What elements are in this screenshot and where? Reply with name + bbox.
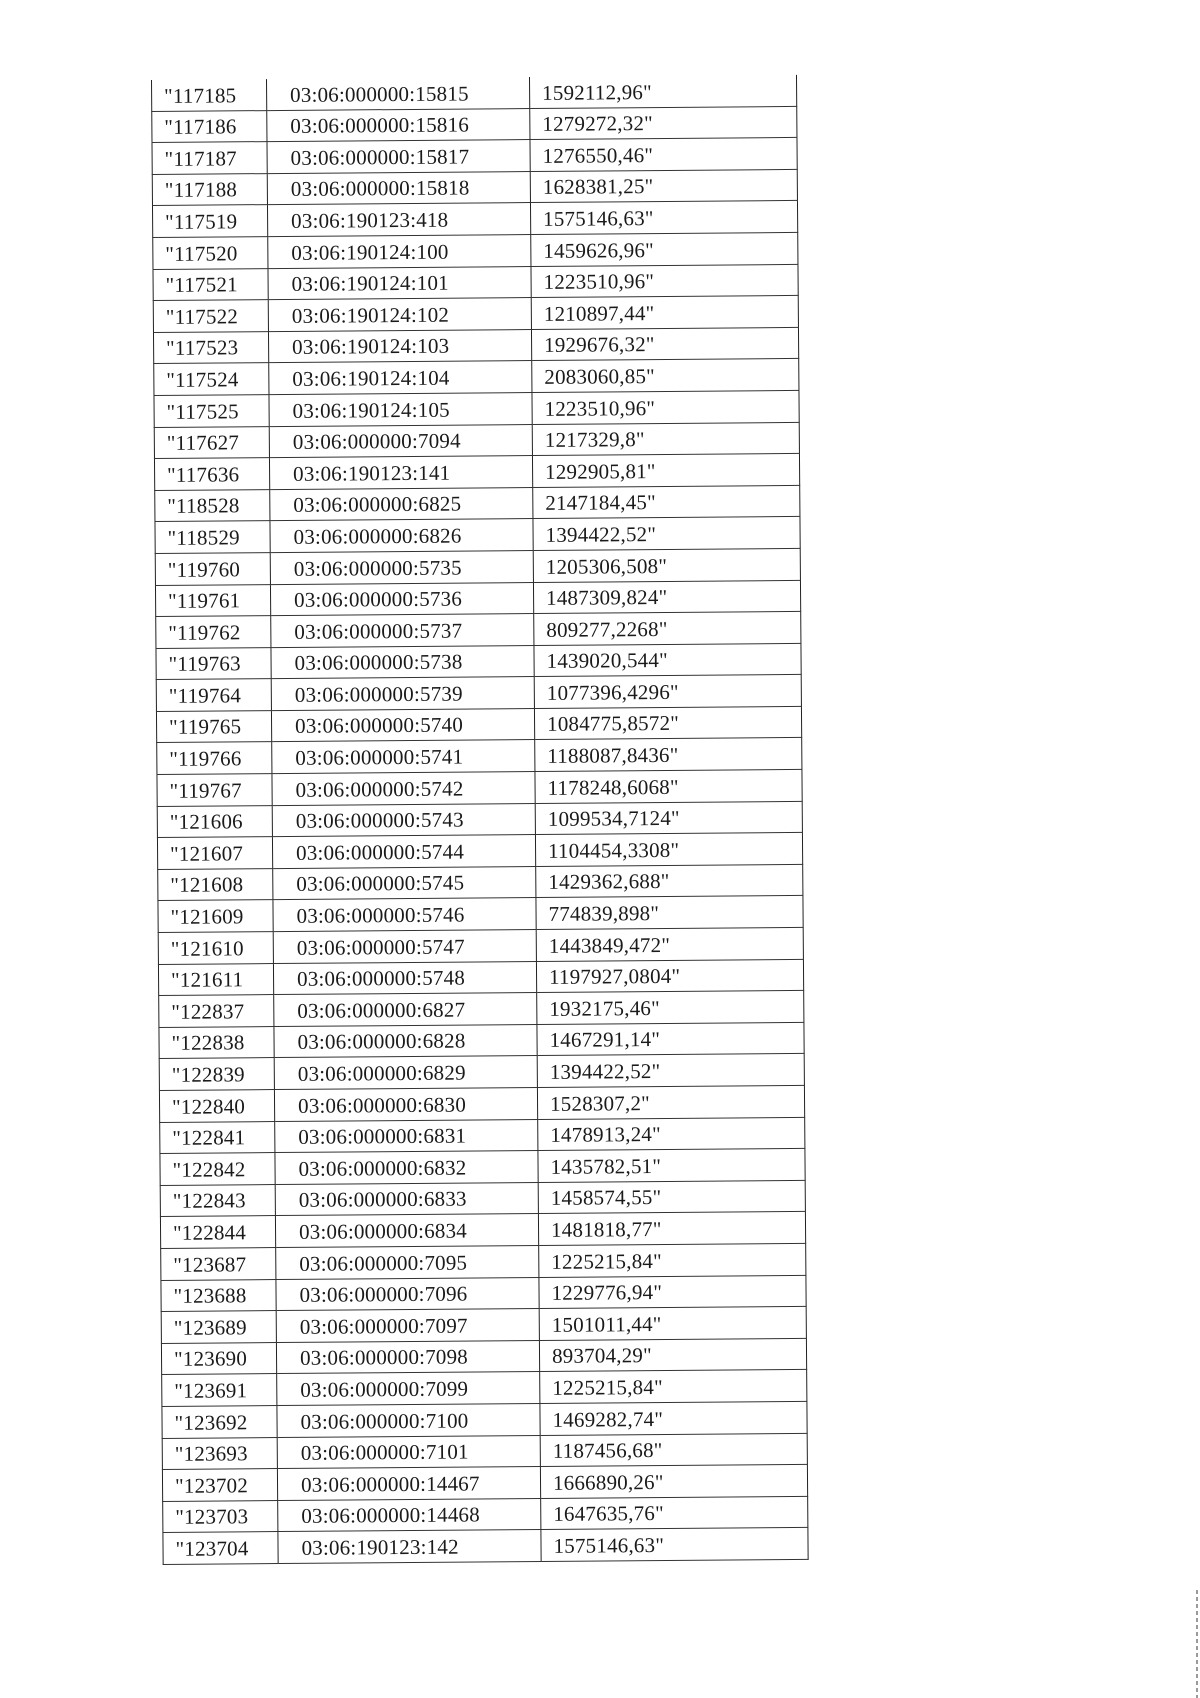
value-cell: 1469282,74" [540,1401,807,1435]
cadastral-number-cell: 03:06:000000:15815 [266,77,529,110]
cadastral-number-cell: 03:06:000000:5748 [273,961,536,995]
table-row [158,864,803,901]
value-cell: 1528307,2" [537,1085,804,1119]
record-number-cell: "123703 [163,1500,278,1532]
table-row [155,548,800,585]
cadastral-number-cell: 03:06:000000:6830 [274,1087,537,1121]
table-row [153,327,798,364]
table-row [152,106,797,143]
value-cell: 1458574,55" [538,1180,805,1214]
cadastral-number-cell: 03:06:000000:5740 [271,708,534,742]
value-cell: 1197927,0804" [536,959,803,993]
cadastral-number-cell: 03:06:000000:6834 [275,1214,538,1248]
value-cell: 1187456,68" [540,1433,807,1467]
record-number-cell: "123688 [161,1279,276,1311]
table-row [159,1085,804,1122]
record-number-cell: "119765 [156,710,271,742]
cadastral-number-cell: 03:06:000000:5747 [273,930,536,964]
table-row [154,390,799,427]
record-number-cell: "119762 [156,616,271,648]
cadastral-number-cell: 03:06:000000:5735 [270,550,533,584]
value-cell: 1592112,96" [529,75,796,108]
value-cell: 1575146,63" [530,201,797,235]
value-cell: 1478913,24" [538,1117,805,1151]
cadastral-number-cell: 03:06:000000:6826 [270,519,533,553]
value-cell: 1223510,96" [531,264,798,298]
table-row [157,833,802,870]
value-cell: 1188087,8436" [535,738,802,772]
cadastral-number-cell: 03:06:000000:14468 [278,1498,541,1532]
record-number-cell: "117185 [151,79,266,111]
record-number-cell: "123690 [161,1342,276,1374]
table-row [153,264,798,301]
table-row [160,1117,805,1154]
cadastral-number-cell: 03:06:000000:6832 [275,1151,538,1185]
value-cell: 1501011,44" [539,1307,806,1341]
table-row [155,485,800,522]
table-row [159,1054,804,1091]
value-cell: 1084775,8572" [534,706,801,740]
table-row [158,927,803,964]
scan-edge-mark [1196,1590,1198,1698]
cadastral-number-cell: 03:06:000000:5739 [271,677,534,711]
record-number-cell: "117522 [153,300,268,332]
table-row [155,517,800,554]
record-number-cell: "119764 [156,679,271,711]
table-row [155,580,800,617]
value-cell: 1394422,52" [537,1054,804,1088]
record-number-cell: "117187 [152,142,267,174]
value-cell: 774839,898" [536,896,803,930]
cadastral-number-cell: 03:06:190123:141 [269,456,532,490]
table-row [160,1149,805,1186]
cadastral-number-cell: 03:06:000000:6829 [274,1056,537,1090]
value-cell: 1666890,26" [540,1465,807,1499]
table-row [160,1180,805,1217]
record-number-cell: "123689 [161,1311,276,1343]
value-cell: 1104454,3308" [535,833,802,867]
cadastral-number-cell: 03:06:190124:103 [268,329,531,363]
cadastral-number-cell: 03:06:190123:142 [278,1530,541,1564]
table-row [154,454,799,491]
record-number-cell: "117524 [154,363,269,395]
record-number-cell: "117188 [152,173,267,205]
table-row [162,1433,807,1470]
cadastral-number-cell: 03:06:190124:101 [268,266,531,300]
record-number-cell: "123691 [162,1374,277,1406]
cadastral-number-cell: 03:06:000000:5744 [272,835,535,869]
record-number-cell: "117525 [154,395,269,427]
table-row [154,422,799,459]
cadastral-number-cell: 03:06:000000:7095 [276,1245,539,1279]
value-cell: 1223510,96" [532,390,799,424]
table-row [153,296,798,333]
cadastral-number-cell: 03:06:000000:7094 [269,424,532,458]
cadastral-number-cell: 03:06:000000:7098 [276,1340,539,1374]
cadastral-number-cell: 03:06:000000:6828 [274,1024,537,1058]
value-cell: 1459626,96" [531,232,798,266]
cadastral-number-cell: 03:06:000000:15817 [267,140,530,174]
table-row [152,138,797,175]
table-row [154,359,799,396]
cadastral-number-cell: 03:06:000000:7097 [276,1309,539,1343]
record-number-cell: "123702 [162,1469,277,1501]
record-number-cell: "123704 [163,1532,278,1564]
record-number-cell: "119767 [157,774,272,806]
table-row [161,1275,806,1312]
table-body [151,75,808,1564]
table-row [152,201,797,238]
cadastral-number-cell: 03:06:000000:5738 [271,645,534,679]
value-cell: 1575146,63" [541,1528,808,1562]
value-cell: 1467291,14" [537,1022,804,1056]
value-cell: 1205306,508" [533,548,800,582]
record-number-cell: "117519 [152,205,267,237]
cadastral-number-cell: 03:06:000000:6825 [270,487,533,521]
cadastral-number-cell: 03:06:000000:5742 [272,772,535,806]
record-number-cell: "122841 [160,1121,275,1153]
record-number-cell: "117521 [153,268,268,300]
record-number-cell: "121606 [157,805,272,837]
table-row [157,738,802,775]
value-cell: 1099534,7124" [535,801,802,835]
table-row [156,675,801,712]
record-number-cell: "122837 [159,995,274,1027]
record-number-cell: "117186 [152,110,267,142]
record-number-cell: "119761 [155,584,270,616]
value-cell: 1292905,81" [532,454,799,488]
table-row [153,232,798,269]
table-row [163,1496,808,1533]
record-number-cell: "117523 [153,331,268,363]
table-row [162,1401,807,1438]
value-cell: 2147184,45" [533,485,800,519]
record-number-cell: "118529 [155,521,270,553]
table-row [158,959,803,996]
value-cell: 1077396,4296" [534,675,801,709]
value-cell: 1225215,84" [540,1370,807,1404]
record-number-cell: "119760 [155,552,270,584]
table-row [158,896,803,933]
cadastral-number-cell: 03:06:000000:5736 [270,582,533,616]
value-cell: 1628381,25" [530,169,797,203]
table-row [161,1338,806,1375]
cadastral-number-cell: 03:06:000000:7096 [276,1277,539,1311]
record-number-cell: "117520 [153,237,268,269]
value-cell: 1210897,44" [531,296,798,330]
record-number-cell: "118528 [155,489,270,521]
table-row [163,1528,808,1565]
table-row [156,612,801,649]
cadastral-number-cell: 03:06:000000:5737 [271,614,534,648]
cadastral-number-cell: 03:06:190124:105 [269,392,532,426]
table-row [157,769,802,806]
cadastral-number-cell: 03:06:000000:5746 [273,898,536,932]
value-cell: 1229776,94" [539,1275,806,1309]
value-cell: 1394422,52" [533,517,800,551]
table-row [157,801,802,838]
value-cell: 809277,2268" [534,612,801,646]
record-number-cell: "117627 [154,426,269,458]
value-cell: 1217329,8" [532,422,799,456]
record-number-cell: "119763 [156,647,271,679]
value-cell: 1279272,32" [530,106,797,140]
value-cell: 1443849,472" [536,927,803,961]
cadastral-number-cell: 03:06:000000:7101 [277,1435,540,1469]
record-number-cell: "122838 [159,1026,274,1058]
table-row [160,1212,805,1249]
record-number-cell: "121607 [157,837,272,869]
record-number-cell: "121609 [158,900,273,932]
cadastral-number-cell: 03:06:000000:6833 [275,1182,538,1216]
value-cell: 1647635,76" [541,1496,808,1530]
value-cell: 1225215,84" [539,1243,806,1277]
cadastral-number-cell: 03:06:000000:6827 [274,993,537,1027]
table-row [161,1307,806,1344]
value-cell: 1487309,824" [533,580,800,614]
value-cell: 1932175,46" [537,991,804,1025]
table-row [159,991,804,1028]
value-cell: 1439020,544" [534,643,801,677]
table-row [152,169,797,206]
cadastral-number-cell: 03:06:000000:5741 [272,740,535,774]
record-number-cell: "122839 [159,1058,274,1090]
cadastral-number-cell: 03:06:000000:5745 [273,866,536,900]
table-row [156,643,801,680]
value-cell: 1178248,6068" [535,769,802,803]
record-number-cell: "123693 [162,1437,277,1469]
cadastral-number-cell: 03:06:000000:7099 [277,1372,540,1406]
data-table [151,75,809,1565]
record-number-cell: "123687 [161,1248,276,1280]
cadastral-number-cell: 03:06:000000:6831 [275,1119,538,1153]
cadastral-number-cell: 03:06:000000:14467 [277,1467,540,1501]
value-cell: 1429362,688" [536,864,803,898]
table-row [162,1370,807,1407]
record-number-cell: "122840 [159,1090,274,1122]
record-number-cell: "117636 [154,458,269,490]
record-number-cell: "122842 [160,1153,275,1185]
value-cell: 1276550,46" [530,138,797,172]
cadastral-number-cell: 03:06:190124:100 [268,234,531,268]
record-number-cell: "122843 [160,1184,275,1216]
cadastral-number-cell: 03:06:190124:102 [268,298,531,332]
table-row [162,1465,807,1502]
value-cell: 1929676,32" [531,327,798,361]
record-number-cell: "121611 [158,963,273,995]
cadastral-number-cell: 03:06:000000:15818 [267,171,530,205]
record-number-cell: "123692 [162,1405,277,1437]
cadastral-number-cell: 03:06:190123:418 [267,203,530,237]
cadastral-number-cell: 03:06:000000:7100 [277,1403,540,1437]
record-number-cell: "122844 [160,1216,275,1248]
cadastral-number-cell: 03:06:190124:104 [269,361,532,395]
cadastral-number-cell: 03:06:000000:5743 [272,803,535,837]
table-row [151,75,796,111]
table-row [159,1022,804,1059]
value-cell: 1435782,51" [538,1149,805,1183]
record-number-cell: "121608 [158,868,273,900]
record-number-cell: "119766 [157,742,272,774]
record-number-cell: "121610 [158,932,273,964]
value-cell: 1481818,77" [538,1212,805,1246]
value-cell: 2083060,85" [532,359,799,393]
value-cell: 893704,29" [539,1338,806,1372]
table-row [156,706,801,743]
table-row [161,1243,806,1280]
cadastral-number-cell: 03:06:000000:15816 [267,108,530,142]
